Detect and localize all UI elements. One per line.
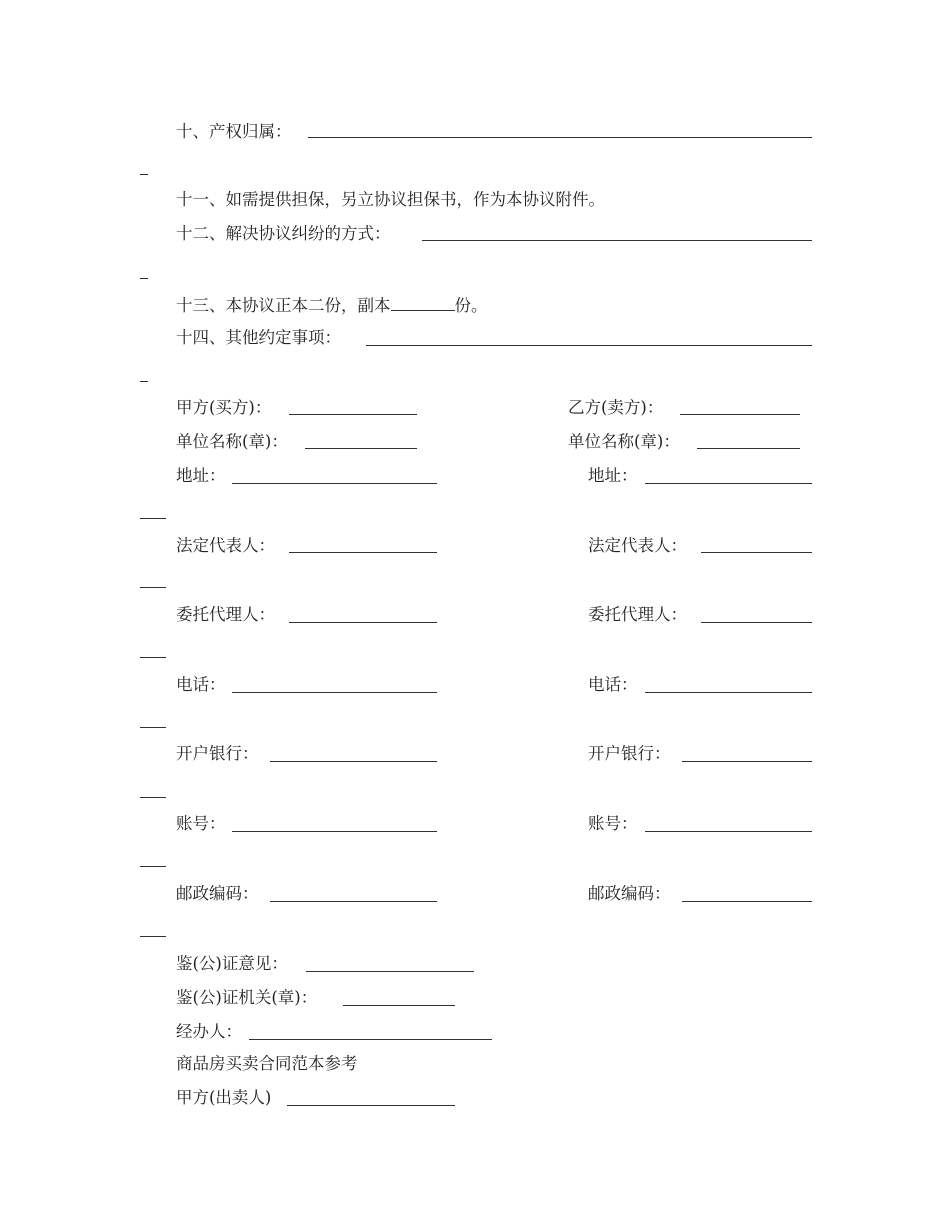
continuation-dash: [140, 657, 166, 658]
clause-12-label: 十二、解决协议纠纷的方式：: [176, 224, 391, 243]
clause-11-guarantee: [176, 188, 605, 212]
party-a-legal-rep-label: 法定代表人：: [176, 536, 275, 555]
party-b-account-label: 账号：: [588, 814, 638, 833]
party-b-postcode-label: 邮政编码：: [588, 884, 671, 903]
seller-label: 甲方(出卖人): [176, 1088, 272, 1107]
party-b-bank-row: [588, 742, 671, 766]
party-a-legal-rep-blank[interactable]: [289, 552, 437, 553]
party-a-address-row: [176, 464, 226, 488]
clause-13-prefix: 十三、本协议正本二份，副本: [176, 296, 391, 315]
notary-opinion-label: 鉴(公)证意见：: [176, 954, 288, 973]
party-a-postcode-label: 邮政编码：: [176, 884, 259, 903]
party-a-name-label: 甲方(买方)：: [176, 398, 272, 417]
party-a-legal-rep-row: [176, 534, 275, 558]
copies-count-blank[interactable]: [391, 292, 455, 311]
clause-12-dispute-resolution: [176, 222, 391, 246]
clause-14-label: 十四、其他约定事项：: [176, 328, 341, 347]
dispute-resolution-blank[interactable]: [422, 240, 812, 241]
party-b-name-label: 乙方(卖方)：: [568, 398, 664, 417]
party-a-account-row: [176, 812, 226, 836]
party-a-postcode-row: [176, 882, 259, 906]
party-b-bank-blank[interactable]: [682, 761, 812, 762]
continuation-dash: [140, 518, 166, 519]
continuation-dash: [140, 936, 166, 937]
seller-row: [176, 1086, 271, 1110]
continuation-dash: [140, 866, 166, 867]
party-b-address-label: 地址：: [588, 466, 638, 485]
party-b-unit-blank[interactable]: [697, 448, 800, 449]
continuation-dash: [140, 587, 166, 588]
party-a-agent-label: 委托代理人：: [176, 605, 275, 624]
property-ownership-blank[interactable]: [308, 137, 812, 138]
party-b-unit-row: [568, 430, 680, 454]
party-a-phone-label: 电话：: [176, 675, 226, 694]
party-b-address-row: [588, 464, 638, 488]
party-a-account-blank[interactable]: [232, 831, 437, 832]
section-heading: [176, 1052, 358, 1076]
notary-handler-blank[interactable]: [249, 1039, 492, 1040]
party-b-account-blank[interactable]: [645, 831, 812, 832]
notary-handler-row: [176, 1020, 242, 1044]
party-a-address-label: 地址：: [176, 466, 226, 485]
party-b-address-blank[interactable]: [645, 483, 812, 484]
continuation-dash: [140, 727, 166, 728]
seller-blank[interactable]: [287, 1105, 455, 1106]
party-b-account-row: [588, 812, 638, 836]
notary-opinion-row: [176, 952, 288, 976]
party-a-agent-blank[interactable]: [289, 622, 437, 623]
clause-13-copies: [176, 292, 488, 316]
party-b-agent-row: [588, 603, 687, 627]
party-a-name-row: [176, 396, 271, 420]
party-a-unit-row: [176, 430, 288, 454]
party-a-phone-blank[interactable]: [232, 692, 437, 693]
party-b-legal-rep-label: 法定代表人：: [588, 536, 687, 555]
party-a-agent-row: [176, 603, 275, 627]
continuation-dash: [140, 797, 166, 798]
party-b-phone-row: [588, 673, 638, 697]
party-a-name-blank[interactable]: [289, 414, 417, 415]
party-a-bank-label: 开户银行：: [176, 744, 259, 763]
continuation-dash: [140, 381, 148, 382]
party-a-unit-blank[interactable]: [305, 448, 417, 449]
party-b-postcode-row: [588, 882, 671, 906]
party-b-phone-blank[interactable]: [645, 692, 812, 693]
section-title: 商品房买卖合同范本参考: [176, 1054, 358, 1073]
party-b-agent-label: 委托代理人：: [588, 605, 687, 624]
party-b-postcode-blank[interactable]: [682, 901, 812, 902]
notary-office-row: [176, 986, 317, 1010]
party-b-name-row: [568, 396, 663, 420]
party-a-bank-blank[interactable]: [270, 761, 437, 762]
clause-10-property-ownership: [176, 120, 292, 144]
party-a-postcode-blank[interactable]: [270, 901, 437, 902]
notary-handler-label: 经办人：: [176, 1022, 242, 1041]
continuation-dash: [140, 174, 148, 175]
notary-office-label: 鉴(公)证机关(章)：: [176, 988, 318, 1007]
party-b-agent-blank[interactable]: [701, 622, 812, 623]
clause-13-suffix: 份。: [454, 296, 488, 315]
clause-14-other-terms: [176, 326, 341, 350]
clause-11-text: 十一、如需提供担保，另立协议担保书，作为本协议附件。: [176, 190, 605, 209]
party-a-unit-label: 单位名称(章)：: [176, 432, 288, 451]
clause-10-label: 十、产权归属：: [176, 122, 292, 141]
party-a-bank-row: [176, 742, 259, 766]
party-b-phone-label: 电话：: [588, 675, 638, 694]
notary-office-blank[interactable]: [343, 1005, 455, 1006]
continuation-dash: [140, 278, 148, 279]
party-a-address-blank[interactable]: [232, 483, 437, 484]
party-b-unit-label: 单位名称(章)：: [568, 432, 680, 451]
other-terms-blank[interactable]: [366, 345, 812, 346]
party-a-phone-row: [176, 673, 226, 697]
party-b-legal-rep-blank[interactable]: [701, 552, 812, 553]
party-b-bank-label: 开户银行：: [588, 744, 671, 763]
notary-opinion-blank[interactable]: [306, 971, 474, 972]
party-a-account-label: 账号：: [176, 814, 226, 833]
party-b-legal-rep-row: [588, 534, 687, 558]
party-b-name-blank[interactable]: [680, 414, 800, 415]
